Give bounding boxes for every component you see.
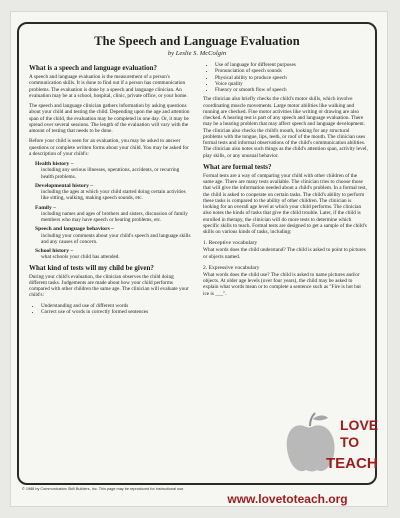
left-column [29,62,192,318]
heading-what-is-evaluation: What is a speech and language evaluation? [29,64,157,72]
logo-text-teach: TEACH [326,455,378,472]
list-item: • Correct use of words in correctly formed sentences [41,309,192,315]
heading-kind-of-tests: What kind of tests will my child be given? [29,263,154,272]
skills-list [29,303,192,316]
list-item: • Pronunciation of speech sounds [215,68,368,74]
website-url[interactable]: www.lovetoteach.org [227,492,348,506]
heading-formal-tests: What are formal tests? [203,162,272,171]
list-item: • Physical ability to produce speech [215,75,368,81]
paragraph: What words does the child use? The child is asked to name pictures and/or objects. At older age levels (over four years), the child may be asked to explain what words mean or to complete a sentence such as "Fire is hot but ice is ___". [203,271,361,297]
history-item-heading: School history – [35,248,74,254]
list-item: • Use of language for different purposes [215,62,368,68]
love-to-teach-logo [282,410,382,480]
history-item-heading: Health history – [35,161,74,167]
paragraph: The speech and language clinician gathers information by asking questions about your child and testing the child. Depending upon the age and attention span of the child, the evaluation may be completed in one day. Or, it may be spread over several sessions. The length of the evaluation will vary with the amount of testing that needs to be done. [29,103,190,134]
history-item-text: what schools your child has attended. [41,254,120,261]
history-item-text: including the ages at which your child started doing certain activities like sitting, walking, making speech sounds, etc. [41,189,186,202]
document-title: The Speech and Language Evaluation [94,34,300,48]
subheading-receptive-vocabulary: 1. Receptive vocabulary [203,240,258,247]
history-item-heading: Developmental history – [35,182,94,189]
paragraph: The clinician also briefly checks the child's motor skills, which involve coordinating muscle movements. Large motor abilities like walking and running are checked. Fine motor activities like writing or drawing are also checked. A hearing test is part of any speech and language evaluation. There may be a hearing problem that may affect speech and language development. The clinician also checks the child's mouth, looking for any structural problems with the tongue, lips, teeth, or roof of the mouth. The clinician uses formal tests and informal observations of the child's communication abilities. The clinician also notes such things as the child's attention span, activity level, play skills, or any unusual behavior. [203,96,368,159]
history-item-text: including names and ages of brothers and sisters, discussion of family members who may have speech or hearing problems, etc. [41,210,188,223]
list-item: • Fluency or smooth flow of speech [215,87,368,93]
history-item-text: including your comments about your child's speech and language skills and any causes of concern. [41,232,191,245]
right-column [203,62,368,301]
history-item [35,226,192,245]
list-item: • Voice quality [215,81,368,87]
document-byline: by Leslie S. McColgin [167,50,227,57]
history-item-heading: Family – [35,204,56,211]
history-item-text: including any serious illnesses, operations, accidents, or recurring health problems. [41,167,180,180]
list-item: • Understanding and use of different words [41,303,192,309]
logo-text-to: TO [340,434,360,450]
history-item-heading: Speech and language behaviors – [35,226,114,233]
logo-text-love: LOVE [340,417,379,433]
paragraph: During your child's evaluation, the clinician observes the child doing different tasks. Judgements are made about how your child performs compared with other children the same age. The clinician will evaluate your child's: [29,273,189,299]
paragraph: What words does the child understand? The child is asked to point to pictures or objects named. [203,247,366,260]
copyright-note: © 1988 by Communication Skill Builders, Inc. This page may be reproduced for instructional use. [22,487,185,491]
paragraph: Before your child is seen for an evaluation, you may be asked to answer questions or complete written forms about your child. You may be asked for a description of your child's: [29,138,189,157]
subheading-expressive-vocabulary: 2. Expressive vocabulary [203,264,260,271]
paragraph: A speech and language evaluation is the measurement of a person's communication skills. It is done to find out if a person has communication problems. The evaluation is done by a speech and language clinician. An evaluation may be at a school, hospital, clinic, private office, or your home. [29,74,188,99]
history-item [35,161,192,180]
skills-list-continued [203,62,368,93]
history-item [35,248,192,261]
history-item [35,205,192,224]
paragraph: Formal tests are a way of comparing your child with other children of the same age. There are many tests available. The clinician tries to choose those that will give the information needed about a child's problem. In a formal test, the child is asked to cooperate on certain tasks. The child's ability to perform these tasks is compared to the ability of other children. The clinician is looking for an overall age level at which your child performs. The clinician also notes the kinds of tasks that give the child trouble. Later, if the child is enrolled in therapy, the clinician will do more tests to determine which specific skills to teach. Formal tests are designed to get a sample of the child's skills on various kinds of tasks, including: [203,172,367,235]
history-item [35,183,192,202]
